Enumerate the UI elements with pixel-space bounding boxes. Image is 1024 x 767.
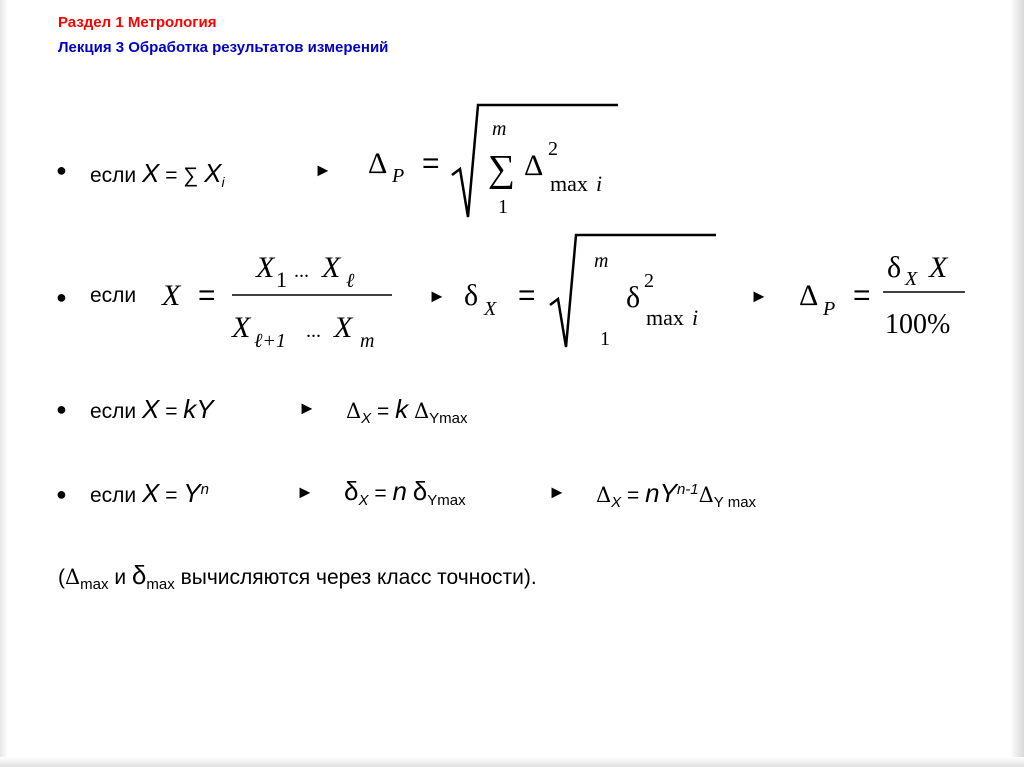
svg-text:X: X	[334, 311, 353, 344]
svg-text:m: m	[594, 250, 609, 272]
svg-text:m: m	[360, 330, 375, 352]
svg-text:P: P	[392, 165, 405, 187]
row2-fraction	[160, 245, 400, 360]
row4-rel-error: $\delta_X = n$ $\delta_{Ymax}$	[344, 476, 466, 510]
row3-condition: если X = kY	[90, 394, 214, 424]
svg-text:...: ...	[294, 260, 309, 282]
slide-left-edge	[0, 0, 8, 767]
svg-text:2: 2	[548, 138, 558, 160]
row2-percent-formula	[795, 245, 980, 350]
bullet-3: ●	[56, 399, 67, 419]
svg-text:max: max	[550, 171, 588, 196]
slide-bottom-edge	[0, 757, 1024, 767]
row1-sum: ∑	[488, 148, 516, 190]
svg-text:=: =	[198, 279, 216, 312]
row2-arrow: ►	[428, 286, 446, 306]
bullet-4: ●	[56, 484, 67, 504]
section-title: Раздел 1 Метрология	[58, 14, 217, 31]
svg-text:X: X	[162, 279, 181, 312]
svg-text:Δ: Δ	[799, 279, 819, 312]
row4-arrow-2: ►	[548, 482, 566, 502]
svg-text:X: X	[232, 311, 251, 344]
svg-text:=: =	[853, 279, 871, 312]
slide-right-edge	[1010, 0, 1024, 767]
svg-text:ℓ+1: ℓ+1	[254, 330, 286, 352]
row4-arrow: ►	[296, 482, 314, 502]
lecture-title: Лекция 3 Обработка результатов измерений	[58, 39, 389, 56]
row1-arrow: ►	[314, 160, 332, 180]
row2-arrow-2: ►	[750, 286, 768, 306]
svg-text:X: X	[322, 251, 341, 284]
svg-text:1: 1	[600, 328, 610, 350]
row4-abs-error: $\Delta_X = nY^{n-1}\Delta_{Y max}$	[596, 478, 757, 512]
svg-text:ℓ: ℓ	[346, 270, 355, 292]
bullet-2: ●	[56, 287, 67, 307]
svg-text:Δ: Δ	[524, 149, 544, 182]
bullet-1: ●	[56, 160, 67, 180]
svg-text:i: i	[692, 305, 699, 330]
svg-text:...: ...	[306, 320, 321, 342]
row1-delta: Δ	[368, 147, 388, 180]
svg-text:2: 2	[644, 270, 654, 292]
row3-arrow: ►	[298, 398, 316, 418]
row2-condition: если	[90, 284, 137, 307]
svg-text:δ: δ	[626, 281, 641, 314]
row1-condition: если X = ∑ $X_i$	[90, 158, 225, 191]
svg-text:m: m	[492, 118, 507, 140]
svg-text:δ: δ	[464, 279, 479, 312]
svg-text:1: 1	[276, 267, 287, 292]
svg-text:X: X	[484, 298, 497, 320]
svg-text:X: X	[905, 268, 918, 290]
row3-result: $\Delta_X = k$ $\Delta_{Ymax}$	[346, 394, 468, 428]
svg-text:=: =	[422, 147, 440, 180]
row1-formula	[360, 95, 630, 225]
svg-text:1: 1	[498, 196, 508, 218]
svg-text:X: X	[929, 251, 948, 284]
svg-text:δ: δ	[887, 251, 902, 284]
note-line: ($\Delta_{max}$ и $\delta_{max}$ вычисляются через класс точности).	[58, 560, 537, 594]
svg-text:100%: 100%	[885, 309, 951, 340]
svg-text:P: P	[823, 298, 836, 320]
row2-sqrt-formula	[456, 225, 726, 355]
svg-text:X: X	[256, 251, 275, 284]
svg-text:max: max	[646, 305, 684, 330]
svg-text:i: i	[596, 171, 603, 196]
row4-condition: если $X = Y^n$	[90, 478, 209, 508]
svg-text:=: =	[518, 279, 536, 312]
